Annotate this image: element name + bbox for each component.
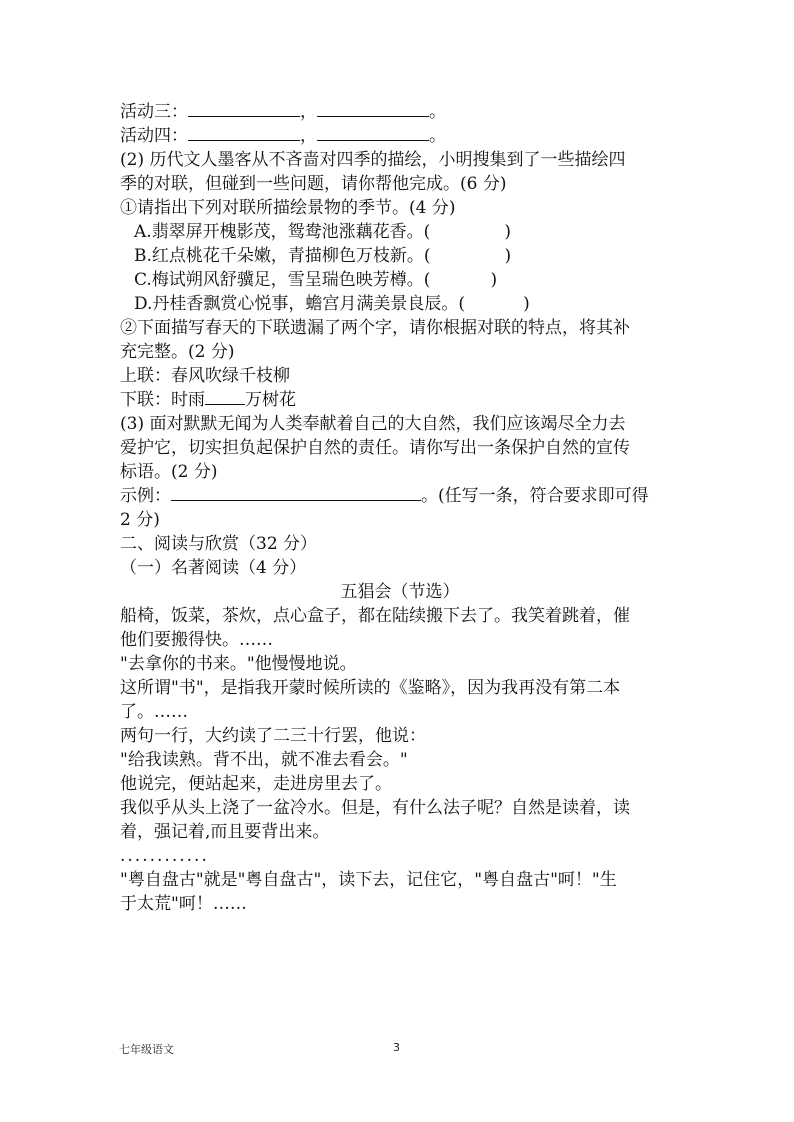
option-a-text: A.翡翠屏开槐影茂，鸳鸯池涨藕花香。( [134,222,431,242]
q3-line-1: (3) 面对默默无闻为人类奉献着自己的大自然，我们应该竭尽全力去 [120,414,626,434]
passage-line: 了。…… [120,702,188,722]
passage-line: 两句一行，大约读了二三十行罢，他说： [120,726,426,746]
passage-line: 着，强记着,而且要背出来。 [120,822,330,842]
activity-four-blank-2[interactable] [317,124,429,141]
activity-four-label: 活动四： [120,126,188,146]
ellipsis-dots: ............ [120,846,209,866]
lower-couplet [120,388,680,412]
lower-couplet-blank[interactable] [205,388,245,405]
section-two-title: 二、阅读与欣赏（32 分） [120,534,318,554]
activity-three-line [120,100,680,124]
q2-sub1-prompt: ①请指出下列对联所描绘景物的季节。(4 分) [120,198,456,218]
comma: ， [300,102,317,122]
example-suffix: 。(任写一条，符合要求即可得 [421,486,649,506]
slogan-blank[interactable] [171,484,421,501]
period: 。 [429,126,446,146]
activity-four-blank-1[interactable] [188,124,300,141]
activity-four-line [120,124,680,148]
upper-couplet: 上联：春风吹绿千枝柳 [120,366,290,386]
q3-example-line [120,484,680,508]
passage-title: 五猖会（节选） [340,582,460,602]
example-label: 示例： [120,486,171,506]
q3-example-score: 2 分) [120,510,160,530]
footer-subject: 七年级语文 [119,1043,174,1056]
option-b-text: B.红点桃花千朵嫩，青描柳色万枝新。( [134,246,431,266]
q2-sub2-line-2: 充完整。(2 分) [120,342,235,362]
passage-line: 这所谓"书"，是指我开蒙时候所读的《鉴略》，因为我再没有第二本 [120,678,621,698]
close-paren: ) [490,270,498,290]
option-c-text: C.梅试朔风舒骥足，雪呈瑞色映芳樽。( [134,270,431,290]
q2-sub2-line-1: ②下面描写春天的下联遗漏了两个字，请你根据对联的特点，将其补 [120,318,630,338]
lower-couplet-suffix: 万树花 [245,390,296,410]
close-paren: ) [504,222,511,242]
q3-line-2: 爱护它，切实担负起保护自然的责任。请你写出一条保护自然的宣传 [120,438,630,458]
passage-line: 他说完，便站起来，走进房里去了。 [120,774,392,794]
page-content [120,100,680,916]
activity-three-label: 活动三： [120,102,188,122]
option-c [120,268,680,292]
option-d [120,292,680,316]
activity-three-blank-1[interactable] [188,100,300,117]
passage-line: 船椅，饭菜，茶炊，点心盒子，都在陆续搬下去了。我笑着跳着，催 [120,606,630,626]
lower-couplet-prefix: 下联：时雨 [120,390,205,410]
passage-line: "去拿你的书来。"他慢慢地说。 [120,654,357,674]
passage-tail-line: "粤自盘古"就是"粤自盘古"，读下去，记住它，"粤自盘古"呵！"生 [120,870,617,890]
comma: ， [300,126,317,146]
option-b [120,244,680,268]
q3-line-3: 标语。(2 分) [120,462,218,482]
period: 。 [429,102,446,122]
option-d-text: D.丹桂香飘赏心悦事，蟾宫月满美景良辰。( [134,294,466,314]
passage-line: "给我读熟。背不出，就不准去看会。" [120,750,408,770]
close-paren: ) [523,294,530,314]
activity-three-blank-2[interactable] [317,100,429,117]
q2-intro-line-2: 季的对联，但碰到一些问题，请你帮他完成。(6 分) [120,174,507,194]
section-two-subtitle: （一）名著阅读（4 分） [120,558,307,578]
option-a [120,220,680,244]
q2-intro-line-1: (2) 历代文人墨客从不吝啬对四季的描绘，小明搜集到了一些描绘四 [120,150,626,170]
passage-line: 他们要搬得快。…… [120,630,273,650]
footer-page-number: 3 [393,1041,400,1054]
close-paren: ) [504,246,512,266]
passage-tail-line: 于太荒"呵！…… [120,894,247,914]
passage-line: 我似乎从头上浇了一盆冷水。但是，有什么法子呢？自然是读着，读 [120,798,630,818]
